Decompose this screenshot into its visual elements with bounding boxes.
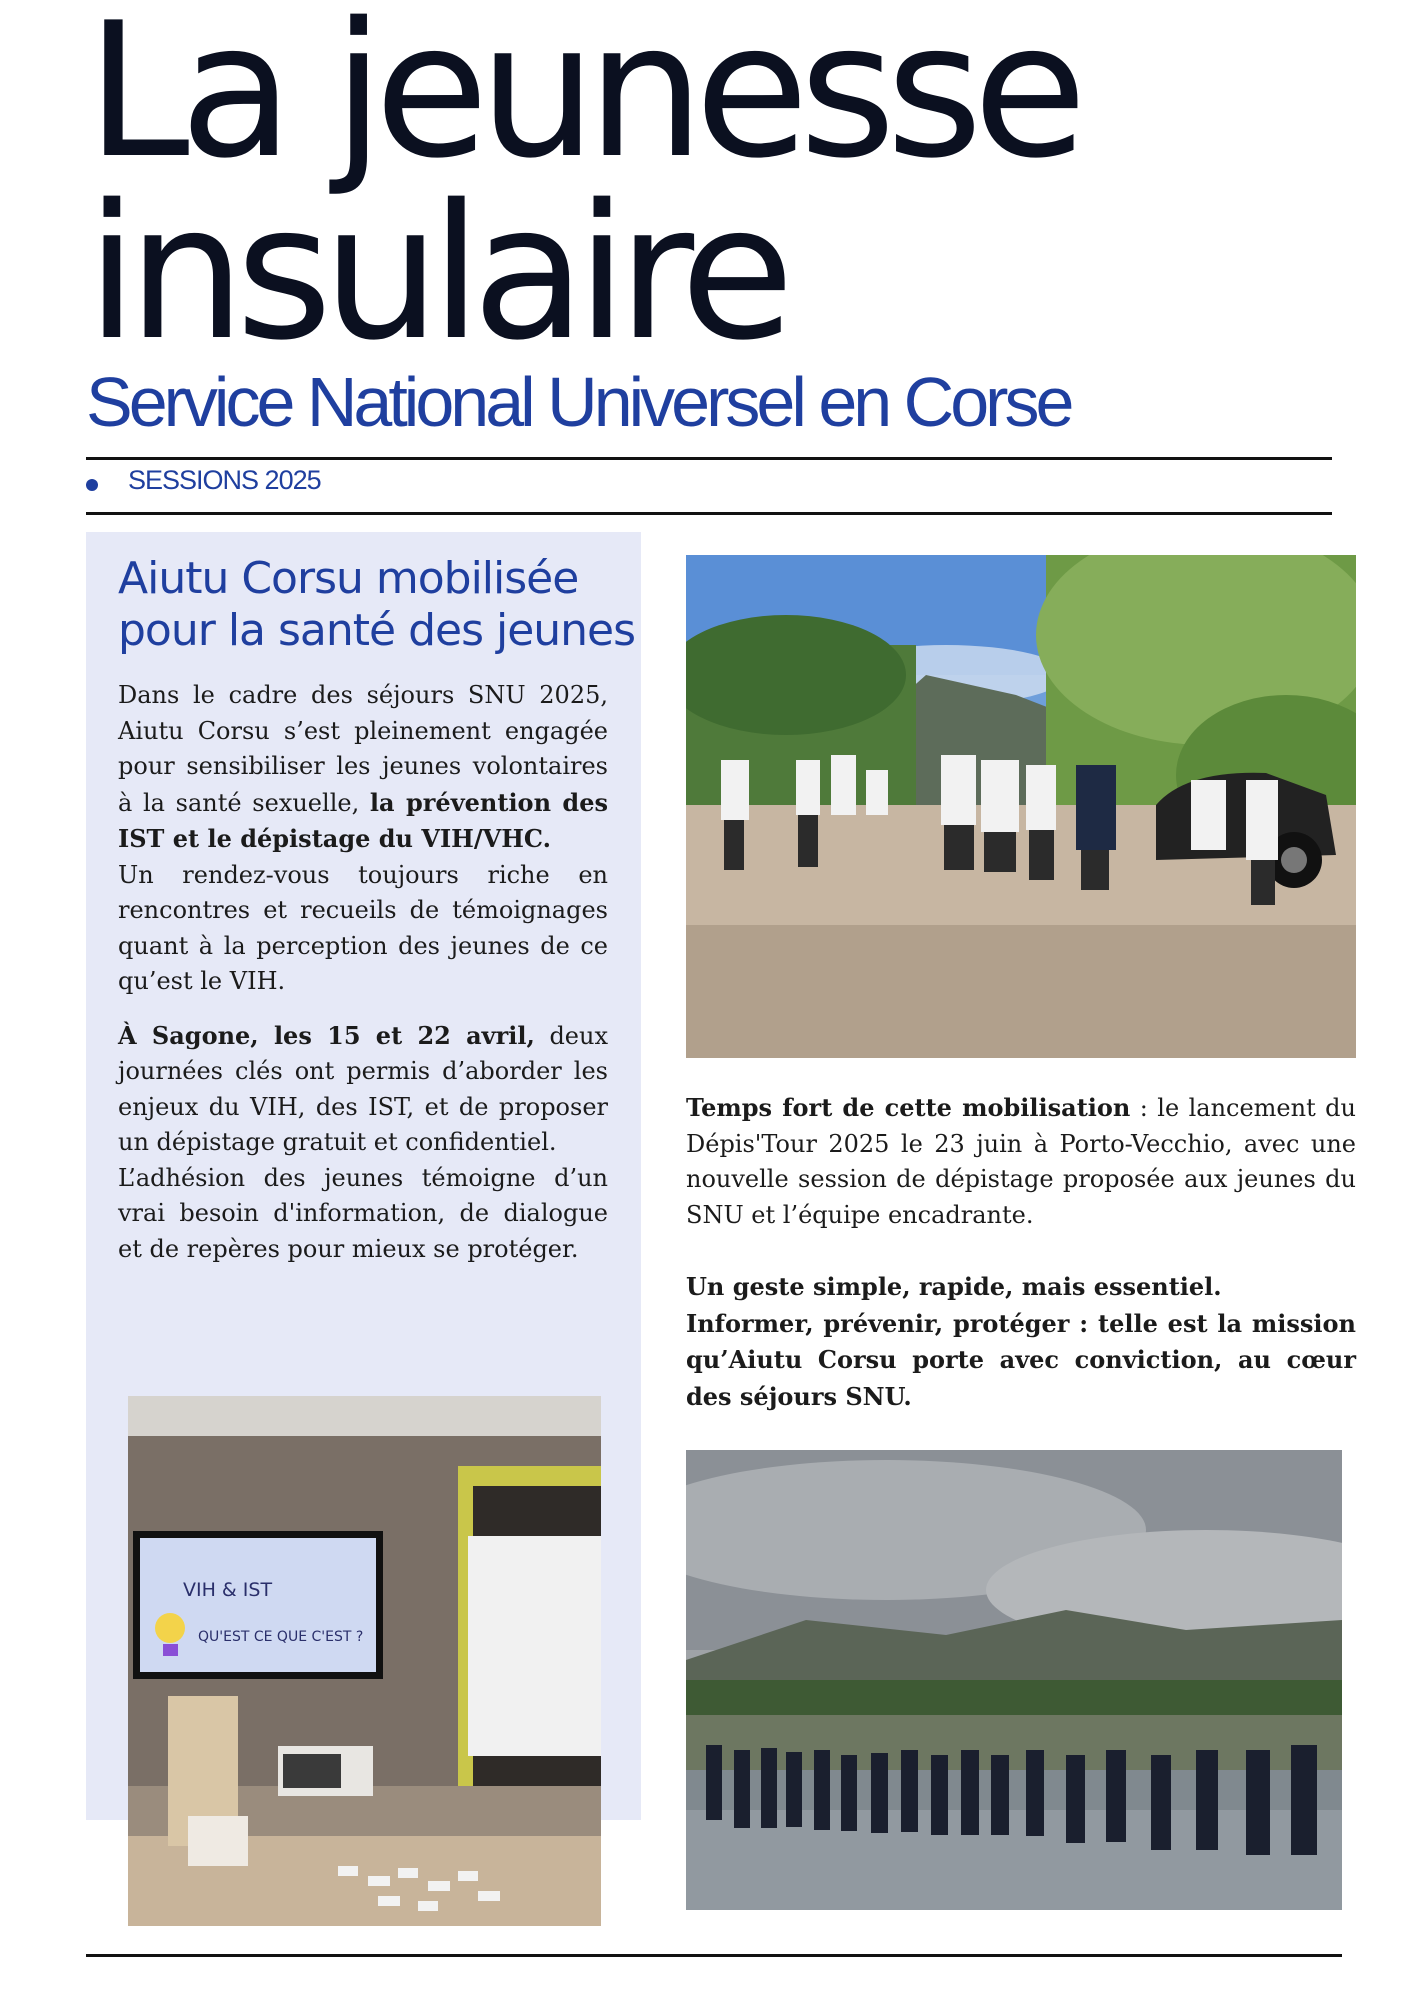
right-paragraph-1	[686, 1090, 1356, 1233]
right-paragraph-3	[686, 1306, 1356, 1416]
paragraph-3	[118, 1018, 608, 1161]
screen-text-2: QU'EST CE QUE C'EST ?	[198, 1629, 364, 1645]
paragraph-1-bold: la prévention des IST et le dépistage du VIH/VHC.	[118, 787, 608, 853]
photo-group-volunteers	[686, 1450, 1342, 1910]
photo-indoor-screen	[128, 1396, 601, 1926]
heading-line-1: Aiutu Corsu mobilisée	[118, 553, 579, 604]
right-column-text	[686, 1090, 1356, 1415]
session-label: SESSIONS 2025	[128, 465, 321, 495]
right-paragraph-2	[686, 1269, 1356, 1306]
title-line-1: La jeunesse	[86, 0, 1078, 199]
screen-text-1: VIH & IST	[183, 1579, 273, 1601]
page-subtitle: Service National Universel en Corse	[86, 363, 1071, 441]
paragraph-1-text: Dans le cadre des séjours SNU 2025, Aiutu Corsu s’est pleinement engagée pour sensibiliser les jeunes volontaires à la santé sexuelle,	[118, 681, 608, 817]
right-paragraph-2-bold: Un geste simple, rapide, mais essentiel.	[686, 1272, 1222, 1301]
title-line-2: insulaire	[86, 164, 785, 381]
photo-outdoor-activity	[686, 555, 1356, 1058]
bottom-divider	[86, 1954, 1342, 1957]
paragraph-4: L’adhésion des jeunes témoigne d’un vrai besoin d'information, de dialogue et de repères pour mieux se protéger.	[118, 1163, 608, 1263]
right-paragraph-3-bold: Informer, prévenir, protéger : telle est la mission qu’Aiutu Corsu porte avec conviction, au cœur des séjours SNU.	[686, 1308, 1356, 1411]
bullet-dot	[86, 479, 98, 491]
right-paragraph-1-text: : le lancement du Dépis'Tour 2025 le 23 juin à Porto-Vecchio, avec une nouvelle session de dépistage proposée aux jeunes du SNU et l’équipe encadrante.	[686, 1094, 1356, 1229]
top-divider	[86, 457, 1332, 460]
heading-line-2: pour la santé des jeunes	[118, 605, 636, 656]
page-title	[86, 0, 1078, 381]
left-column-text	[118, 678, 608, 1267]
paragraph-1	[118, 678, 608, 858]
paragraph-3-text: deux journées clés ont permis d’aborder les enjeux du VIH, des IST, et de proposer un dépistage gratuit et confidentiel.	[118, 1021, 608, 1156]
paragraph-3-bold: À Sagone, les 15 et 22 avril,	[118, 1020, 535, 1050]
article-heading	[118, 553, 648, 657]
paragraph-2: Un rendez-vous toujours riche en rencontres et recueils de témoignages quant à la perception des jeunes de ce qu’est le VIH.	[118, 860, 608, 995]
session-divider	[86, 512, 1332, 515]
right-paragraph-1-bold: Temps fort de cette mobilisation	[686, 1093, 1131, 1122]
